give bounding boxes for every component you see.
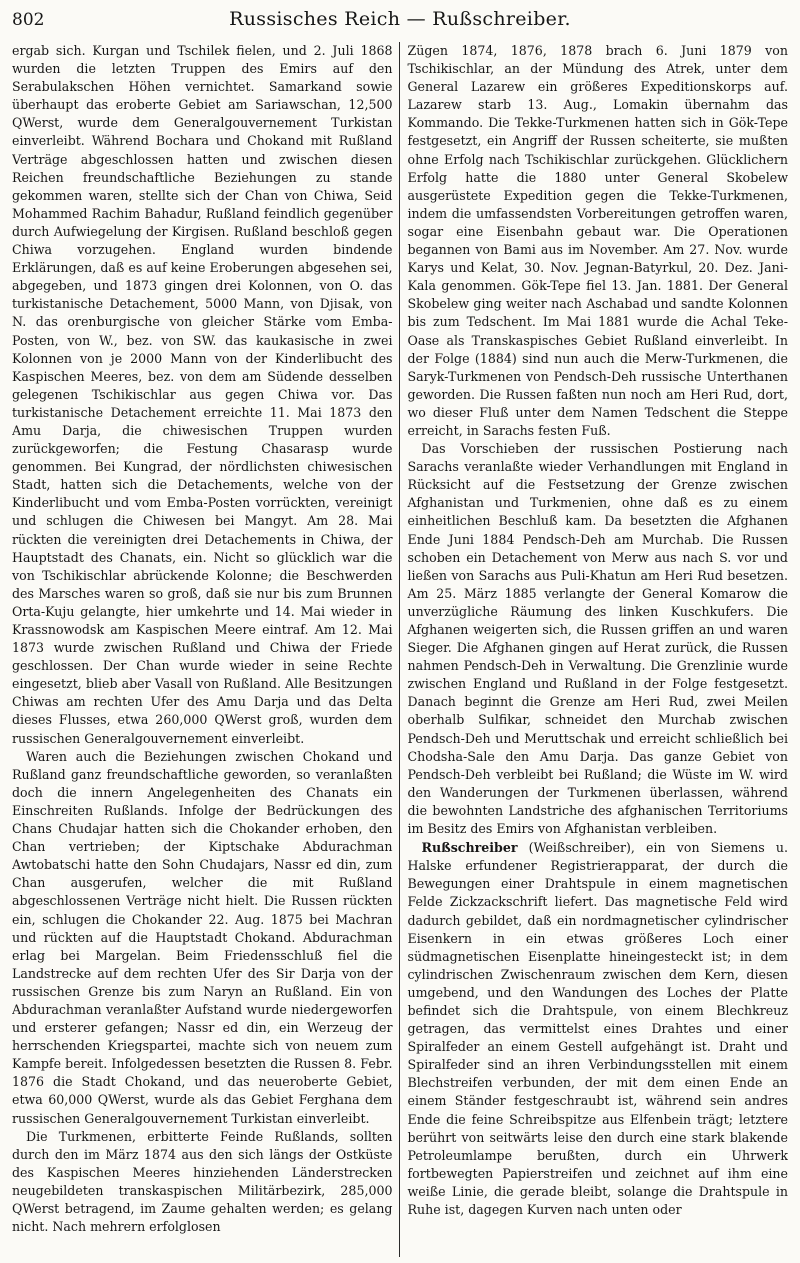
paragraph: Waren auch die Beziehungen zwischen Chokand und Rußland ganz freundschaftliche geworden, so veranlaßten doch die innern Angelegenheiten des Chanats ein Einschreiten Rußlands. Infolge der Bedrückungen des Chans Chudajar hatten sich die Chokander erhoben, den Chan vertrieben; der Kiptschake Abdurachman Awtobatschi hatte den Sohn Chudajars, Nassr ed din, zum Chan ausgerufen, welcher die mit Rußland abgeschlossenen Verträge nicht hielt. Die Russen rückten ein, schlugen die Chokander 22. Aug. 1875 bei Machran und rückten auf die Hauptstadt Chokand. Abdurachman erlag bei Margelan. Beim Friedensschluß fiel die Landstrecke auf dem rechten Ufer des Sir Darja von der russischen Grenze bis zum Naryn an Rußland. Ein von Abdurachman veranlaßter Aufstand wurde niedergeworfen und ersterer gefangen; Nassr ed din, ein Werzeug der herrschenden Kriegspartei, machte sich von neuem zum Kampfe bereit. Infolgedessen besetzten die Russen 8. Febr. 1876 die Stadt Chokand, und das neueroberte Gebiet, etwa 60,000 QWerst, wurde als das Gebiet Ferghana dem russischen Generalgouvernement Turkistan einverleibt.	[12, 748, 393, 1126]
entry-body: (Weißschreiber), ein von Siemens u. Halske erfundener Registrierapparat, der durch die Bewegungen einer Drahtspule in einem magnetischen Felde Zickzackschrift liefert. Das magnetische Feld wird dadurch gebildet, daß ein nordmagnetischer cylindrischer Eisenkern in ein etwas größeres Loch einer südmagnetischen Eisenplatte hineingesteckt ist; in dem cylindrischen Zwischenraum zwischen dem Kern, diesen umgebend, und den Wandungen des Loches der Platte befindet sich die Drahtspule, von einem Blechkreuz getragen, das vermittelst eines Drahtes und einer Spiralfeder an einem Gestell aufgehängt ist. Draht und Spiralfeder sind an ihren Verbindungsstellen mit einem Blechstreifen verbunden, der mit dem einen Ende an einem Ständer festgeschraubt ist, während sein andres Ende die feine Schreibspitze aus Elfenbein trägt; letztere berührt von seitwärts leise den durch eine stark blakende Petroleumlampe berußten, durch ein Uhrwerk fortbewegten Papierstreifen und zeichnet auf ihm eine weiße Linie, die gerade bleibt, solange die Drahtspule in Ruhe ist, dagegen Kurven nach unten oder	[407, 840, 788, 1217]
right-column	[400, 42, 789, 1257]
paragraph: Zügen 1874, 1876, 1878 brach 6. Juni 1879 von Tschikischlar, an der Mündung des Atrek, unter dem General Lazarew ein größeres Expeditionskorps auf. Lazarew starb 13. Aug., Lomakin übernahm das Kommando. Die Tekke-Turkmenen hatten sich in Gök-Tepe festgesetzt, ein Angriff der Russen scheiterte, sie mußten ohne Erfolg nach Tschikischlar zurückgehen. Glücklichern Erfolg hatte die 1880 unter General Skobelew ausgerüstete Expedition gegen die Tekke-Turkmenen, indem die umfassendsten Vorbereitungen getroffen waren, sogar eine Eisenbahn gebaut war. Die Operationen begannen von Bami aus im November. Am 27. Nov. wurde Karys und Kelat, 30. Nov. Jegnan-Batyrkul, 20. Dez. Jani-Kala genommen. Gök-Tepe fiel 13. Jan. 1881. Der General Skobelew ging weiter nach Aschabad und sandte Kolonnen bis zum Tedschent. Im Mai 1881 wurde die Achal Teke-Oase als Transkaspisches Gebiet Rußland einverleibt. In der Folge (1884) sind nun auch die Merw-Turkmenen, die Saryk-Turkmenen von Pendsch-Deh russische Unterthanen geworden. Die Russen faßten nun noch am Heri Rud, dort, wo dieser Fluß unter dem Namen Tedschent die Steppe erreicht, in Sarachs festen Fuß.	[407, 43, 788, 438]
paragraph: Das Vorschieben der russischen Postierung nach Sarachs veranlaßte wieder Verhandlungen mit England in Rücksicht auf die Festsetzung der Grenze zwischen Afghanistan und Turkmenien, ohne daß es zu einem einheitlichen Beschluß kam. Da besetzten die Afghanen Ende Juni 1884 Pendsch-Deh am Murchab. Die Russen schoben ein Detachement von Merw aus nach S. vor und ließen von Sarachs aus Puli-Khatun am Heri Rud besetzen. Am 25. März 1885 verlangte der General Komarow die unverzügliche Räumung des linken Kuschkufers. Die Afghanen weigerten sich, die Russen griffen an und waren Sieger. Die Afghanen gingen auf Herat zurück, die Russen nahmen Pendsch-Deh in Verwaltung. Die Grenzlinie wurde zwischen England und Rußland in der Folge festgesetzt. Danach beginnt die Grenze am Heri Rud, zwei Meilen oberhalb Sulfikar, schneidet den Murchab zwischen Pendsch-Deh und Meruttschak und erreicht schließlich bei Chodsha-Sale den Amu Darja. Das ganze Gebiet von Pendsch-Deh verbleibt bei Rußland; die Wüste im W. wird den Wanderungen der Turkmenen überlassen, während die bewohnten Landstriche des afghanischen Territoriums im Besitz des Emirs von Afghanistan verbleiben.	[407, 441, 788, 837]
dictionary-entry	[408, 839, 789, 1219]
page-header	[12, 8, 788, 42]
entry-headword: Rußschreiber	[421, 840, 518, 856]
paragraph: Die Turkmenen, erbitterte Feinde Rußlands, sollten durch den im März 1874 aus den sich längs der Ostküste des Kaspischen Meeres hinziehenden Länderstrecken neugebildeten transkaspischen Militärbezirk, 285,000 QWerst betragend, im Zaume gehalten werden; es gelang nicht. Nach mehrern erfolglosen	[12, 1128, 393, 1235]
paragraph: ergab sich. Kurgan und Tschilek fielen, und 2. Juli 1868 wurden die letzten Truppen des Emirs auf den Serabulakschen Höhen vernichtet. Samarkand sowie überhaupt das eroberte Gebiet am Sariawschan, 12,500 QWerst, wurde dem Generalgouvernement Turkistan einverleibt. Während Bochara und Chokand mit Rußland Verträge abgeschlossen hatten und zwischen diesen Reichen freundschaftliche Beziehungen zu stande gekommen waren, stellte sich der Chan von Chiwa, Seid Mohammed Rachim Bahadur, Rußland feindlich gegenüber durch Aufwiegelung der Kirgisen. Rußland beschloß gegen Chiwa vorzugehen. England wurden bindende Erklärungen, daß es auf keine Eroberungen abgesehen sei, abgegeben, und 1873 gingen drei Kolonnen, von O. das turkistanische Detachement, 5000 Mann, von Djisak, von N. das orenburgische von gleicher Stärke vom Emba-Posten, von W., bez. von SW. das kaukasische in zwei Kolonnen von je 2000 Mann von der Kinderlibucht des Kaspischen Meeres, bez. von dem am Südende desselben gelegenen Tschikischlar aus gegen Chiwa vor. Das turkistanische Detachement erreichte 11. Mai 1873 den Amu Darja, die chiwesischen Truppen wurden zurückgeworfen; die Festung Chasarasp wurde genommen. Bei Kungrad, der nördlichsten chiwesischen Stadt, hatten sich die Detachements, welche von der Kinderlibucht und vom Emba-Posten vorrückten, vereinigt und schlugen die Chiwesen bei Mangyt. Am 28. Mai rückten die vereinigten drei Detachements in Chiwa, der Hauptstadt des Chanats, ein. Nicht so glücklich war die von Tschikischlar abrückende Kolonne; die Beschwerden des Marsches waren so groß, daß sie nur bis zum Brunnen Orta-Kuju gelangte, hier umkehrte und 14. Mai wieder in Krassnowodsk am Kaspischen Meere eintraf. Am 12. Mai 1873 wurde zwischen Rußland und Chiwa der Friede geschlossen. Der Chan wurde wieder in seine Rechte eingesetzt, blieb aber Vasall von Rußland. Alle Besitzungen Chiwas am rechten Ufer des Amu Darja und das Delta dieses Flusses, etwa 260,000 QWerst groß, wurden dem russischen Generalgouvernement einverleibt.	[12, 43, 393, 746]
text-columns	[12, 42, 788, 1257]
page-number: 802	[12, 10, 45, 30]
running-head: Russisches Reich — Rußschreiber.	[229, 8, 571, 30]
left-column	[12, 42, 400, 1257]
